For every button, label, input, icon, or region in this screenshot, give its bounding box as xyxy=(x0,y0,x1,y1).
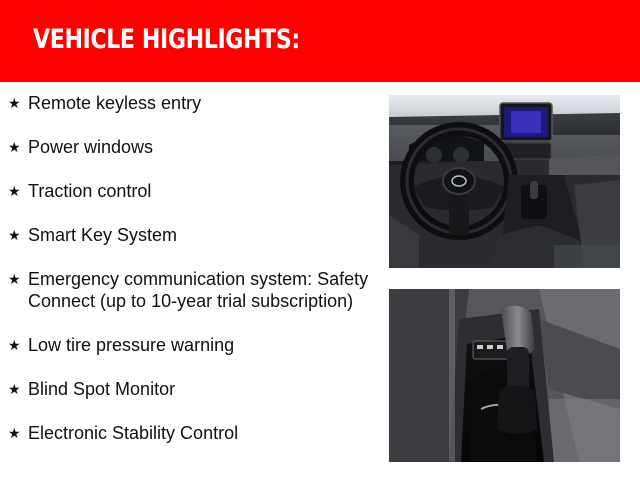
star-icon: ★ xyxy=(8,95,21,111)
shifter-photo xyxy=(389,289,620,462)
feature-list xyxy=(8,92,378,466)
page-title: VEHICLE HIGHLIGHTS: xyxy=(33,24,300,55)
feature-item xyxy=(8,224,378,246)
feature-item xyxy=(8,422,378,444)
star-icon: ★ xyxy=(8,381,21,397)
star-icon: ★ xyxy=(8,425,21,441)
star-icon: ★ xyxy=(8,183,21,199)
feature-text: Smart Key System xyxy=(28,225,178,245)
feature-item xyxy=(8,378,378,400)
feature-item xyxy=(8,334,378,356)
dashboard-photo xyxy=(389,95,620,268)
star-icon: ★ xyxy=(8,271,21,287)
feature-text: Emergency communication system: Safety Connect (up to 10-year trial subscription) xyxy=(28,269,369,311)
star-icon: ★ xyxy=(8,337,21,353)
star-icon: ★ xyxy=(8,227,21,243)
feature-text: Remote keyless entry xyxy=(28,93,202,113)
feature-text: Electronic Stability Control xyxy=(28,423,239,443)
feature-text: Traction control xyxy=(28,181,152,201)
feature-item xyxy=(8,180,378,202)
feature-text: Blind Spot Monitor xyxy=(28,379,176,399)
header-banner xyxy=(0,0,640,82)
feature-text: Low tire pressure warning xyxy=(28,335,235,355)
feature-text: Power windows xyxy=(28,137,154,157)
feature-item xyxy=(8,136,378,158)
star-icon: ★ xyxy=(8,139,21,155)
feature-item xyxy=(8,268,378,312)
feature-item xyxy=(8,92,378,114)
